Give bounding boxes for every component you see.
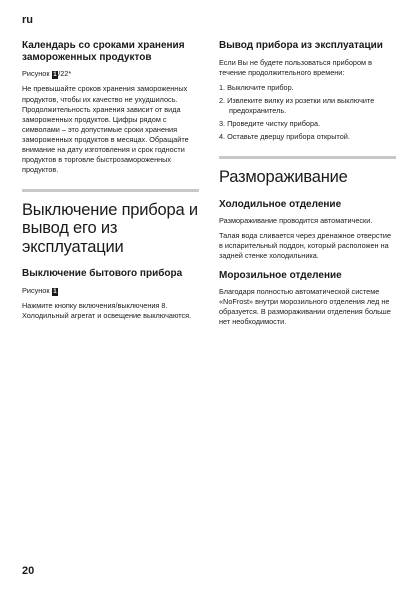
fridge-paragraph-1: Размораживание проводится автоматически. (219, 216, 373, 226)
list-item: 4. Оставьте дверцу прибора открытой. (219, 132, 350, 142)
fridge-paragraph-2: Талая вода сливается через дренажное отверстие в испарительный поддон, который расположен на задней стенке холодильника. (219, 231, 392, 261)
figure-number-badge: 1 (53, 70, 57, 78)
switch-off-figure-ref (22, 286, 199, 296)
list-item: 2. Извлеките вилку из розетки или выключите предохранитель. (219, 95, 375, 115)
switch-off-heading: Выключение бытового прибора (22, 268, 183, 280)
freezer-heading: Морозильное отделение (219, 269, 342, 281)
figure-prefix: Рисунок (22, 286, 50, 296)
switch-off-body: Нажмите кнопку включения/выключения 8. Холодильный агрегат и освещение выключаются. (22, 301, 192, 321)
freezer-paragraph-1: Благодаря полностью автоматической системе «NoFrost» внутри морозильного отделения лед не образуется. В размораживании отделения больше нет необходимости. (219, 287, 391, 327)
section-title-switch-off: Выключение прибора и вывод его из эксплуатации (22, 201, 198, 256)
left-column (22, 40, 199, 326)
list-item: 1. Выключите прибор. (219, 82, 294, 92)
page-number: 20 (22, 565, 35, 577)
section-title-defrost: Размораживание (219, 168, 348, 187)
language-label: ru (22, 14, 33, 26)
calendar-figure-ref (22, 69, 199, 79)
section-divider (219, 156, 396, 159)
right-column (219, 40, 396, 332)
decommission-heading: Вывод прибора из эксплуатации (219, 40, 383, 51)
calendar-heading: Календарь со сроками хранения замороженных продуктов (22, 40, 185, 63)
section-divider (22, 189, 199, 192)
decommission-steps (219, 83, 396, 142)
decommission-intro: Если Вы не будете пользоваться прибором в течение продолжительного времени: (219, 57, 372, 77)
fridge-heading: Холодильное отделение (219, 198, 342, 210)
figure-suffix: /22* (58, 69, 72, 79)
figure-prefix: Рисунок (22, 69, 50, 79)
list-item: 3. Проведите чистку прибора. (219, 119, 321, 128)
figure-number-badge: 1 (53, 287, 57, 295)
calendar-body: Не превышайте сроков хранения замороженных продуктов, чтобы их качество не ухудшилось. Продолжительность хранения зависит от вида замороженных продуктов. Цифры рядом с символами – это допустимые сроки хранения замороженных продуктов в месяцах. Обращайте внимание на дату изготовления и срок годности продуктов в торговле быстрозамороженных продуктов. (22, 84, 189, 174)
